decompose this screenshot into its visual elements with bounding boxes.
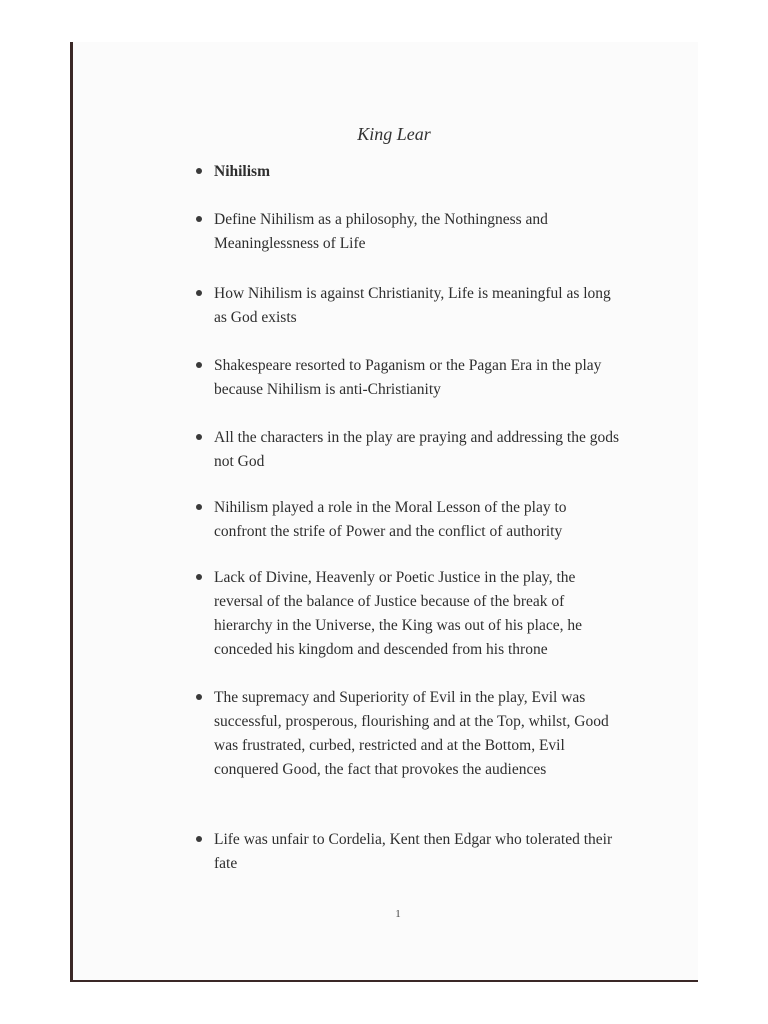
bullet-item-moral-lesson [190, 496, 620, 544]
bullet-icon [196, 836, 202, 842]
bullet-icon [196, 694, 202, 700]
bullet-icon [196, 168, 202, 174]
bullet-icon [196, 290, 202, 296]
bullet-item-christianity [190, 282, 620, 330]
bullet-icon [196, 504, 202, 510]
bullet-text: Life was unfair to Cordelia, Kent then Edgar who tolerated their fate [214, 831, 613, 872]
bullet-item-characters [190, 426, 620, 474]
page-number: 1 [395, 908, 401, 920]
bullet-item-justice [190, 566, 620, 662]
bullet-text: Nihilism played a role in the Moral Lesson of the play to confront the strife of Power and the conflict of authority [214, 499, 567, 540]
bullet-text: How Nihilism is against Christianity, Life is meaningful as long as God exists [214, 285, 611, 326]
bullet-item-paganism [190, 354, 620, 402]
bullet-text: Define Nihilism as a philosophy, the Nothingness and Meaninglessness of Life [214, 211, 548, 252]
document-title: King Lear [357, 124, 431, 144]
bullet-item-cordelia [190, 828, 620, 876]
bullet-text: Lack of Divine, Heavenly or Poetic Justice in the play, the reversal of the balance of Justice because of the break of hierarchy in the Universe, the King was out of his place, he conceded his kingdom and descended from his throne [214, 569, 583, 658]
bullet-icon [196, 434, 202, 440]
bullet-item-define [190, 208, 620, 256]
bullet-text: Shakespeare resorted to Paganism or the Pagan Era in the play because Nihilism is anti-Christianity [214, 357, 602, 398]
bullet-text: Nihilism [214, 163, 270, 180]
bullet-icon [196, 574, 202, 580]
bullet-text: The supremacy and Superiority of Evil in the play, Evil was successful, prosperous, flourishing and at the Top, whilst, Good was frustrated, curbed, restricted and at the Bottom, Evil conquered Good, the fact that provokes the audiences [214, 689, 609, 778]
bullet-item-nihilism [190, 160, 620, 184]
bullet-text: All the characters in the play are praying and addressing the gods not God [214, 429, 620, 470]
bullet-item-evil [190, 686, 620, 782]
bullet-icon [196, 362, 202, 368]
bullet-icon [196, 216, 202, 222]
